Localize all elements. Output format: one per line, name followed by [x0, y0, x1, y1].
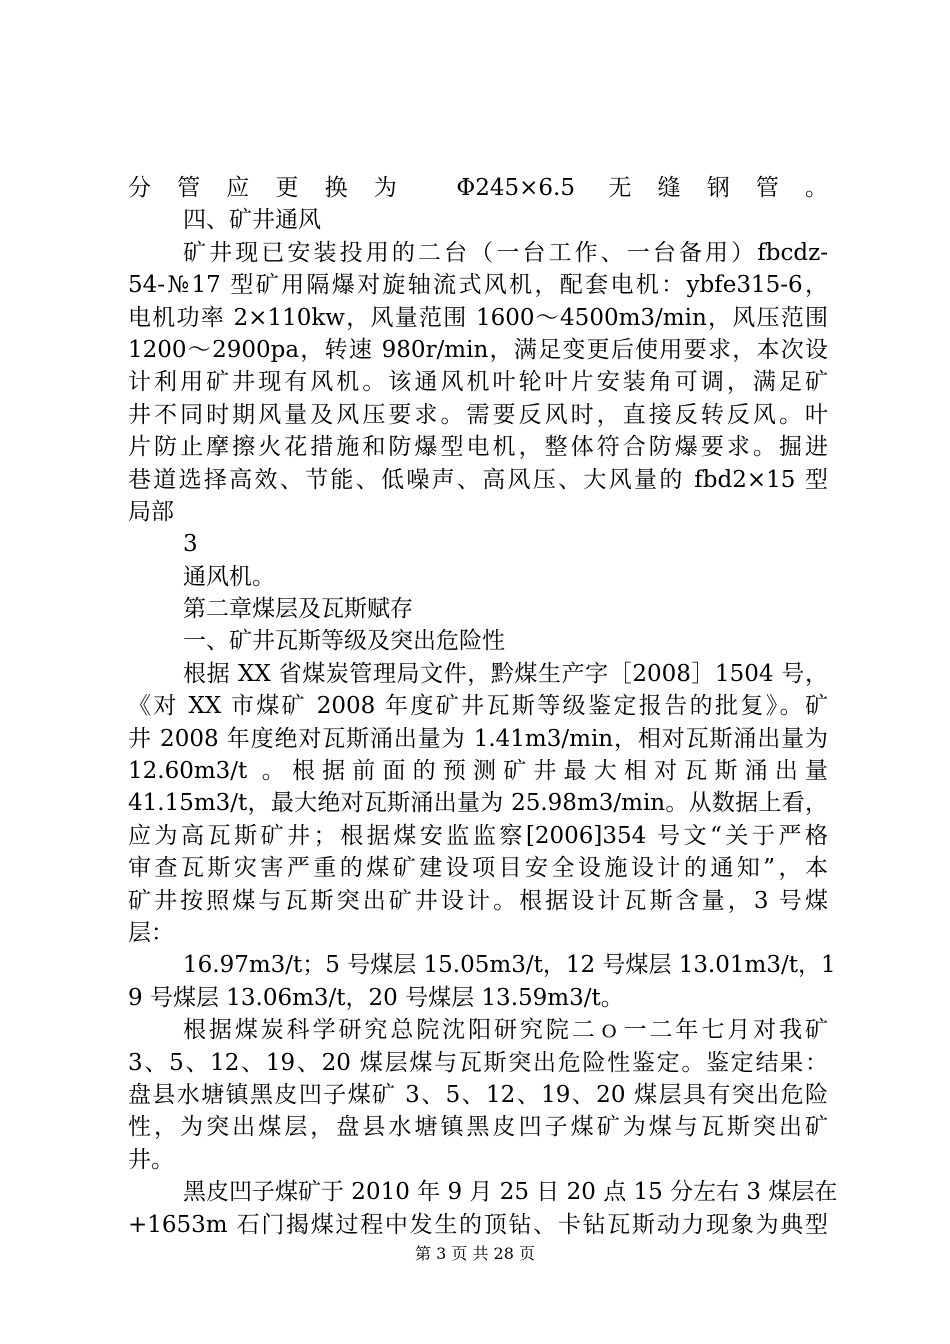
text-line: 矿井按照煤与瓦斯突出矿井设计。根据设计瓦斯含量，3 号煤: [128, 887, 828, 914]
page-footer: 第 3 页 共 28 页: [415, 1244, 535, 1263]
text-line: 矿井现已安装投用的二台（一台工作、一台备用）fbcdz-: [183, 239, 828, 266]
text-line: 计利用矿井现有风机。该通风机叶轮叶片安装角可调，满足矿: [128, 369, 828, 396]
text-line: 1200～2900pa，转速 980r/min，满足变更后使用要求，本次设: [128, 336, 828, 363]
text-line: 《对 XX 市煤矿 2008 年度矿井瓦斯等级鉴定报告的批复》。矿: [128, 693, 828, 720]
text-line: 电机功率 2×110kw，风量范围 1600～4500m3/min，风压范围: [128, 304, 828, 331]
text-line: 局部: [128, 498, 174, 525]
text-line: 层：: [128, 919, 174, 946]
chapter-heading: 第二章煤层及瓦斯赋存: [183, 596, 413, 623]
page-marker: 3: [183, 531, 198, 558]
text-line: 分管应更换为 Φ245×6.5 无缝钢管。: [128, 175, 828, 201]
text-line: 16.97m3/t；5 号煤层 15.05m3/t，12 号煤层 13.01m3/t，1: [183, 952, 836, 979]
text-line: 性，为突出煤层，盘县水塘镇黑皮凹子煤矿为煤与瓦斯突出矿: [128, 1114, 828, 1141]
text-line: 井。: [128, 1146, 174, 1173]
text-line: 根据煤炭科学研究总院沈阳研究院二ｏ一二年七月对我矿: [183, 1017, 828, 1044]
text-line: 巷道选择高效、节能、低噪声、高风压、大风量的 fbd2×15 型: [128, 466, 828, 493]
text-line: 9 号煤层 13.06m3/t，20 号煤层 13.59m3/t。: [128, 984, 624, 1011]
text-line: 审查瓦斯灾害严重的煤矿建设项目安全设施设计的通知”，本: [128, 855, 828, 882]
text-line: 盘县水塘镇黑皮凹子煤矿 3、5、12、19、20 煤层具有突出危险: [128, 1081, 828, 1108]
section-heading: 四、矿井通风: [183, 207, 321, 234]
text-line: 根据 XX 省煤炭管理局文件，黔煤生产字［2008］1504 号，: [183, 660, 828, 687]
text-line: 41.15m3/t，最大绝对瓦斯涌出量为 25.98m3/min。从数据上看，: [128, 790, 828, 817]
text-line: 黑皮凹子煤矿于 2010 年 9 月 25 日 20 点 15 分左右 3 煤层在: [183, 1179, 838, 1206]
text-line: 片防止摩擦火花措施和防爆型电机，整体符合防爆要求。掘进: [128, 434, 828, 461]
text-line: 3、5、12、19、20 煤层煤与瓦斯突出危险性鉴定。鉴定结果：: [128, 1049, 828, 1076]
text-line: 12.60m3/t 。根据前面的预测矿井最大相对瓦斯涌出量: [128, 758, 828, 785]
text-line: 54-№17 型矿用隔爆对旋轴流式风机，配套电机：ybfe315-6，: [128, 272, 828, 299]
document-body: [128, 172, 838, 1241]
text-line: 通风机。: [183, 563, 275, 590]
section-heading: 一、矿井瓦斯等级及突出危险性: [183, 628, 505, 655]
text-line: +1653m 石门揭煤过程中发生的顶钻、卡钻瓦斯动力现象为典型: [128, 1211, 828, 1238]
text-line: 井不同时期风量及风压要求。需要反风时，直接反转反风。叶: [128, 401, 828, 428]
text-line: 井 2008 年度绝对瓦斯涌出量为 1.41m3/min，相对瓦斯涌出量为: [128, 725, 828, 752]
text-line: 应为高瓦斯矿井；根据煤安监监察[2006]354 号文“关于严格: [128, 822, 828, 849]
